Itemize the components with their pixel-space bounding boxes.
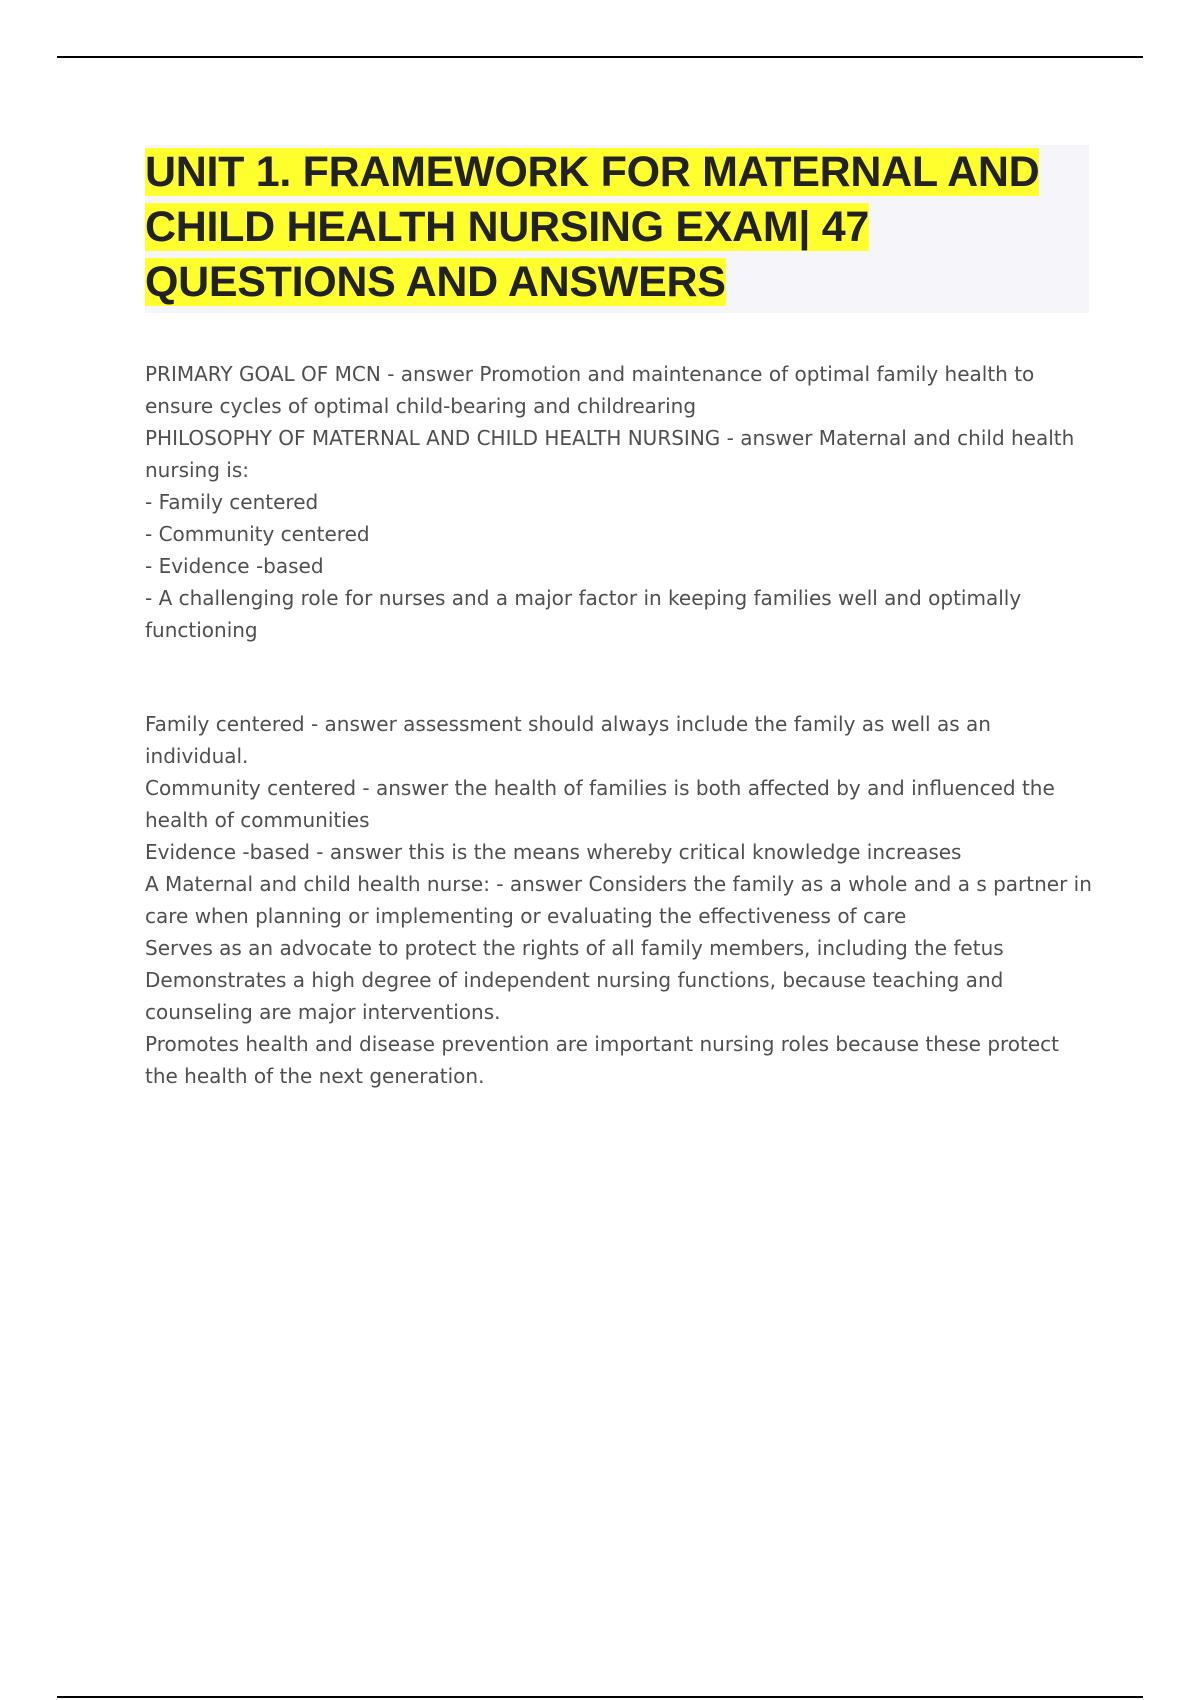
document-title [145,145,1089,310]
list-item: - Evidence -based [145,554,324,578]
list-item: Serves as an advocate to protect the rights of all family members, including the fetus [145,936,1004,960]
document-title-text: UNIT 1. FRAMEWORK FOR MATERNAL AND CHILD HEALTH NURSING EXAM| 47 QUESTIONS AND ANSWERS [145,148,1040,306]
qa-philosophy: PHILOSOPHY OF MATERNAL AND CHILD HEALTH NURSING - answer Maternal and child health nursing is: [145,426,1075,482]
top-rule [57,56,1143,58]
bottom-rule [57,1696,1143,1698]
list-item: - Community centered [145,522,370,546]
qa-mch-nurse: A Maternal and child health nurse: - answer Considers the family as a whole and a s partner in care when planning or implementing or evaluating the effectiveness of care [145,872,1092,928]
document-body [145,358,1095,1092]
qa-evidence-based: Evidence -based - answer this is the means whereby critical knowledge increases [145,840,962,864]
qa-community-centered: Community centered - answer the health of families is both affected by and influenced the health of communities [145,776,1055,832]
qa-family-centered: Family centered - answer assessment should always include the family as well as an individual. [145,712,991,768]
list-item: - Family centered [145,490,319,514]
qa-primary-goal: PRIMARY GOAL OF MCN - answer Promotion and maintenance of optimal family health to ensure cycles of optimal child-bearing and childrearing [145,362,1035,418]
list-item: Promotes health and disease prevention are important nursing roles because these protect the health of the next generation. [145,1032,1060,1088]
list-item: Demonstrates a high degree of independent nursing functions, because teaching and counseling are major interventions. [145,968,1004,1024]
list-item: - A challenging role for nurses and a major factor in keeping families well and optimally functioning [145,586,1022,642]
title-block [145,145,1089,313]
